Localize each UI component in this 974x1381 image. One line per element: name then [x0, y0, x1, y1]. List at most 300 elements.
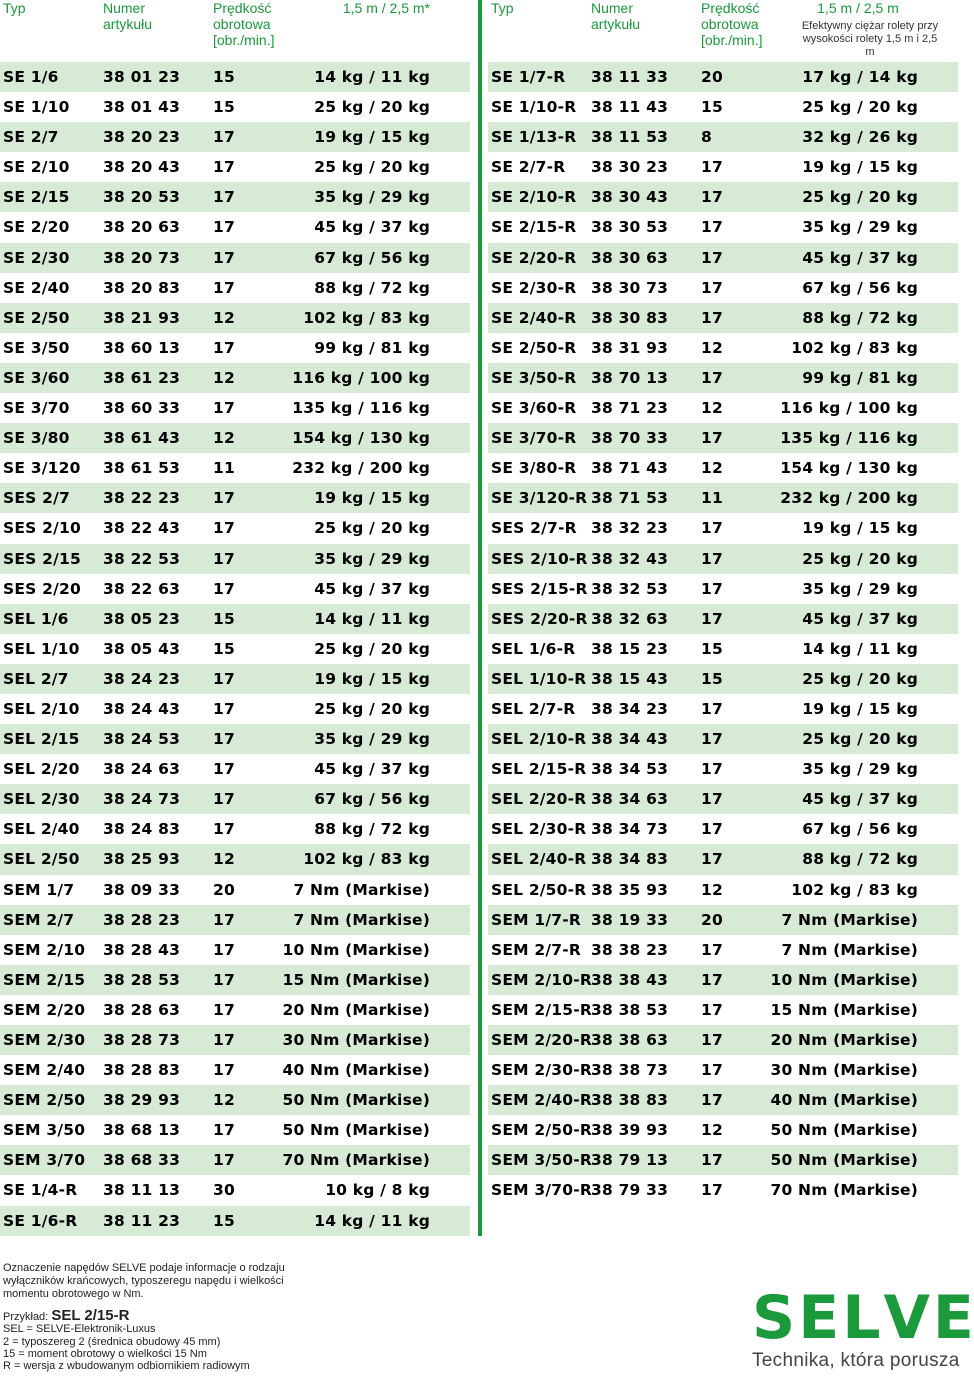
table-row: [0, 303, 470, 333]
cell-typ: SEL 2/10: [3, 699, 80, 718]
cell-numer: 38 71 43: [591, 459, 669, 478]
table-row: [0, 122, 470, 152]
cell-typ: SEM 2/15-R: [491, 1000, 592, 1019]
header-load-note: Efektywny ciężar rolety przy wysokości rolety 1,5 m i 2,5 m: [801, 20, 939, 58]
cell-load: 50 Nm (Markise): [282, 1121, 430, 1140]
cell-numer: 38 28 23: [103, 910, 181, 929]
cell-load: 135 kg / 116 kg: [292, 399, 430, 418]
cell-load: 102 kg / 83 kg: [303, 850, 430, 869]
table-row: [488, 62, 958, 92]
cell-predkosc: 17: [213, 549, 235, 568]
cell-load: 50 Nm (Markise): [770, 1151, 918, 1170]
cell-load: 7 Nm (Markise): [781, 910, 918, 929]
cell-numer: 38 20 43: [103, 158, 181, 177]
cell-typ: SEM 2/20: [3, 1000, 86, 1019]
cell-load: 20 Nm (Markise): [770, 1031, 918, 1049]
cell-load: 7 Nm (Markise): [293, 880, 430, 899]
cell-load: 14 kg / 11 kg: [314, 68, 430, 86]
table-row: [488, 1055, 958, 1085]
cell-typ: SEL 2/15: [3, 730, 80, 749]
cell-numer: 38 70 33: [591, 429, 669, 448]
cell-predkosc: 17: [701, 940, 723, 959]
cell-numer: 38 24 73: [103, 790, 181, 809]
cell-typ: SEL 2/7: [3, 669, 69, 688]
cell-load: 45 kg / 37 kg: [802, 609, 918, 628]
table-row: [488, 333, 958, 363]
table-row: [0, 212, 470, 242]
table-row: [0, 544, 470, 574]
cell-numer: 38 24 83: [103, 820, 181, 839]
left-table-rows: [0, 62, 470, 1236]
cell-load: 45 kg / 37 kg: [802, 248, 918, 267]
cell-numer: 38 68 33: [103, 1151, 181, 1170]
cell-load: 25 kg / 20 kg: [802, 188, 918, 207]
cell-numer: 38 28 73: [103, 1031, 181, 1049]
table-row: [0, 965, 470, 995]
cell-load: 19 kg / 15 kg: [314, 669, 430, 688]
cell-predkosc: 12: [213, 368, 235, 387]
cell-typ: SE 2/30-R: [491, 278, 577, 297]
cell-predkosc: 17: [701, 820, 723, 839]
cell-typ: SE 3/120: [3, 459, 81, 478]
cell-predkosc: 12: [701, 459, 723, 478]
cell-typ: SEM 2/7-R: [491, 940, 581, 959]
cell-numer: 38 79 13: [591, 1151, 669, 1170]
cell-numer: 38 30 43: [591, 188, 669, 207]
cell-predkosc: 12: [213, 850, 235, 869]
table-row: [0, 182, 470, 212]
cell-numer: 38 39 93: [591, 1121, 669, 1140]
table-row: [0, 453, 470, 483]
table-row: [0, 333, 470, 363]
cell-typ: SE 2/50: [3, 308, 70, 327]
cell-load: 67 kg / 56 kg: [802, 820, 918, 839]
footer-note: Oznaczenie napędów SELVE podaje informacje o rodzaju wyłączników krańcowych, typoszeregu napędu i wielkości momentu obrotowego w Nm.: [3, 1262, 285, 1300]
cell-numer: 38 25 93: [103, 850, 181, 869]
cell-load: 15 Nm (Markise): [282, 970, 430, 989]
cell-load: 35 kg / 29 kg: [314, 730, 430, 749]
cell-load: 19 kg / 15 kg: [314, 489, 430, 508]
cell-numer: 38 34 43: [591, 730, 669, 749]
cell-load: 10 kg / 8 kg: [325, 1181, 430, 1200]
cell-predkosc: 17: [701, 1091, 723, 1110]
cell-numer: 38 22 43: [103, 519, 181, 538]
cell-typ: SEM 3/70: [3, 1151, 86, 1170]
cell-load: 19 kg / 15 kg: [802, 158, 918, 177]
cell-predkosc: 15: [701, 98, 723, 117]
cell-load: 70 Nm (Markise): [770, 1181, 918, 1200]
cell-numer: 38 34 53: [591, 760, 669, 779]
cell-typ: SE 1/6-R: [3, 1211, 78, 1230]
table-row: [0, 1206, 470, 1236]
cell-typ: SE 3/80-R: [491, 459, 577, 478]
table-row: [0, 875, 470, 905]
cell-typ: SEL 2/10-R: [491, 730, 587, 749]
cell-typ: SEM 2/40-R: [491, 1091, 592, 1110]
cell-numer: 38 11 43: [591, 98, 669, 117]
cell-load: 17 kg / 14 kg: [802, 68, 918, 86]
table-row: [0, 1115, 470, 1145]
cell-typ: SEL 2/50-R: [491, 880, 587, 899]
cell-numer: 38 28 43: [103, 940, 181, 959]
cell-load: 232 kg / 200 kg: [292, 459, 430, 478]
cell-predkosc: 8: [701, 128, 712, 147]
table-row: [488, 1025, 958, 1055]
cell-predkosc: 12: [213, 308, 235, 327]
table-row: [488, 995, 958, 1025]
cell-predkosc: 17: [213, 519, 235, 538]
cell-numer: 38 71 23: [591, 399, 669, 418]
cell-numer: 38 20 83: [103, 278, 181, 297]
table-row: [488, 363, 958, 393]
cell-typ: SEL 2/20: [3, 760, 80, 779]
cell-predkosc: 15: [213, 68, 235, 86]
cell-typ: SEL 2/40-R: [491, 850, 587, 869]
cell-typ: SEL 1/6-R: [491, 639, 576, 658]
cell-predkosc: 17: [213, 188, 235, 207]
cell-numer: 38 61 53: [103, 459, 181, 478]
cell-predkosc: 17: [701, 1031, 723, 1049]
example-legend-line: 2 = typoszereg 2 (średnica obudowy 45 mm): [3, 1335, 221, 1348]
cell-numer: 38 11 23: [103, 1211, 181, 1230]
cell-predkosc: 17: [701, 308, 723, 327]
cell-numer: 38 20 53: [103, 188, 181, 207]
cell-predkosc: 17: [213, 1061, 235, 1080]
cell-typ: SE 3/80: [3, 429, 70, 448]
cell-load: 35 kg / 29 kg: [802, 218, 918, 237]
cell-predkosc: 17: [213, 338, 235, 357]
cell-load: 32 kg / 26 kg: [802, 128, 918, 147]
logo-wordmark: [752, 1283, 974, 1353]
header-predkosc: Prędkość obrotowa [obr./min.]: [213, 0, 275, 48]
cell-load: 116 kg / 100 kg: [780, 399, 918, 418]
cell-predkosc: 20: [213, 880, 235, 899]
cell-load: 35 kg / 29 kg: [314, 549, 430, 568]
left-table: [0, 0, 470, 1236]
cell-typ: SEM 2/10-R: [491, 970, 592, 989]
cell-load: 67 kg / 56 kg: [314, 790, 430, 809]
cell-predkosc: 17: [701, 188, 723, 207]
cell-numer: 38 05 23: [103, 609, 181, 628]
cell-numer: 38 79 33: [591, 1181, 669, 1200]
cell-numer: 38 35 93: [591, 880, 669, 899]
table-row: [0, 1145, 470, 1175]
table-row: [0, 905, 470, 935]
cell-numer: 38 28 63: [103, 1000, 181, 1019]
cell-numer: 38 32 43: [591, 549, 669, 568]
cell-typ: SES 2/15: [3, 549, 81, 568]
cell-predkosc: 17: [213, 158, 235, 177]
cell-typ: SE 2/20-R: [491, 248, 577, 267]
logo-letter: L: [842, 1283, 881, 1353]
table-row: [0, 604, 470, 634]
cell-load: 45 kg / 37 kg: [314, 218, 430, 237]
cell-predkosc: 17: [701, 699, 723, 718]
cell-typ: SEM 2/15: [3, 970, 86, 989]
cell-numer: 38 30 73: [591, 278, 669, 297]
example-legend-line: SEL = SELVE-Elektronik-Luxus: [3, 1323, 156, 1336]
cell-typ: SE 3/50-R: [491, 368, 577, 387]
cell-numer: 38 24 53: [103, 730, 181, 749]
cell-typ: SE 2/10: [3, 158, 70, 177]
table-row: [488, 243, 958, 273]
cell-typ: SEM 2/40: [3, 1061, 86, 1080]
cell-load: 25 kg / 20 kg: [314, 158, 430, 177]
example-block: [3, 1307, 323, 1373]
cell-predkosc: 17: [701, 549, 723, 568]
cell-predkosc: 20: [701, 68, 723, 86]
table-row: [488, 814, 958, 844]
cell-typ: SE 2/30: [3, 248, 70, 267]
table-row: [488, 724, 958, 754]
cell-typ: SEL 2/30: [3, 790, 80, 809]
table-row: [488, 303, 958, 333]
table-row: [488, 1115, 958, 1145]
cell-load: 19 kg / 15 kg: [314, 128, 430, 147]
table-row: [488, 604, 958, 634]
cell-predkosc: 15: [213, 98, 235, 117]
cell-numer: 38 38 83: [591, 1091, 669, 1110]
table-row: [0, 363, 470, 393]
cell-typ: SE 1/13-R: [491, 128, 577, 147]
table-row: [0, 1175, 470, 1205]
cell-predkosc: 12: [701, 399, 723, 418]
cell-numer: 38 34 83: [591, 850, 669, 869]
table-row: [488, 965, 958, 995]
cell-typ: SE 1/7-R: [491, 68, 566, 86]
cell-predkosc: 17: [213, 1000, 235, 1019]
cell-typ: SE 1/4-R: [3, 1181, 78, 1200]
cell-predkosc: 17: [701, 790, 723, 809]
cell-numer: 38 22 23: [103, 489, 181, 508]
cell-load: 25 kg / 20 kg: [314, 519, 430, 538]
cell-predkosc: 17: [213, 278, 235, 297]
cell-numer: 38 32 53: [591, 579, 669, 598]
cell-typ: SE 1/10-R: [491, 98, 577, 117]
cell-numer: 38 24 43: [103, 699, 181, 718]
cell-load: 30 Nm (Markise): [282, 1031, 430, 1049]
cell-load: 25 kg / 20 kg: [802, 549, 918, 568]
table-row: [0, 694, 470, 724]
cell-load: 14 kg / 11 kg: [314, 1211, 430, 1230]
table-row: [0, 513, 470, 543]
cell-load: 102 kg / 83 kg: [791, 338, 918, 357]
cell-numer: 38 30 53: [591, 218, 669, 237]
cell-numer: 38 32 23: [591, 519, 669, 538]
right-table-rows: [488, 62, 958, 1206]
cell-typ: SEL 2/30-R: [491, 820, 587, 839]
cell-numer: 38 30 83: [591, 308, 669, 327]
cell-numer: 38 38 43: [591, 970, 669, 989]
example-legend-line: R = wersja z wbudowanym odbiornikiem radiowym: [3, 1360, 250, 1373]
table-row: [0, 483, 470, 513]
cell-predkosc: 15: [213, 1211, 235, 1230]
cell-predkosc: 17: [701, 970, 723, 989]
cell-predkosc: 15: [213, 639, 235, 658]
cell-predkosc: 17: [213, 760, 235, 779]
column-divider: [478, 0, 482, 1236]
cell-load: 67 kg / 56 kg: [314, 248, 430, 267]
cell-load: 10 Nm (Markise): [282, 940, 430, 959]
cell-numer: 38 28 53: [103, 970, 181, 989]
cell-typ: SEL 2/50: [3, 850, 80, 869]
table-row: [488, 875, 958, 905]
table-row: [0, 423, 470, 453]
cell-load: 7 Nm (Markise): [781, 940, 918, 959]
cell-typ: SE 2/15: [3, 188, 70, 207]
cell-predkosc: 17: [213, 699, 235, 718]
cell-load: 70 Nm (Markise): [282, 1151, 430, 1170]
table-row: [488, 423, 958, 453]
header-typ: Typ: [3, 0, 26, 16]
cell-numer: 38 22 53: [103, 549, 181, 568]
cell-numer: 38 71 53: [591, 489, 669, 508]
table-row: [488, 1145, 958, 1175]
cell-predkosc: 17: [213, 489, 235, 508]
cell-typ: SEL 2/40: [3, 820, 80, 839]
cell-load: 232 kg / 200 kg: [780, 489, 918, 508]
table-row: [0, 273, 470, 303]
cell-typ: SEM 1/7-R: [491, 910, 581, 929]
cell-numer: 38 22 63: [103, 579, 181, 598]
table-row: [488, 483, 958, 513]
cell-numer: 38 24 23: [103, 669, 181, 688]
cell-load: 99 kg / 81 kg: [802, 368, 918, 387]
cell-typ: SEM 1/7: [3, 880, 75, 899]
cell-load: 25 kg / 20 kg: [314, 699, 430, 718]
logo-letter: E: [932, 1283, 974, 1353]
table-row: [488, 694, 958, 724]
cell-typ: SE 2/40-R: [491, 308, 577, 327]
cell-numer: 38 20 63: [103, 218, 181, 237]
cell-load: 30 Nm (Markise): [770, 1061, 918, 1080]
cell-load: 25 kg / 20 kg: [314, 98, 430, 117]
cell-predkosc: 30: [213, 1181, 235, 1200]
cell-load: 102 kg / 83 kg: [303, 308, 430, 327]
cell-load: 67 kg / 56 kg: [802, 278, 918, 297]
table-row: [0, 754, 470, 784]
cell-predkosc: 17: [213, 910, 235, 929]
cell-numer: 38 70 13: [591, 368, 669, 387]
cell-typ: SE 2/7-R: [491, 158, 566, 177]
cell-predkosc: 17: [701, 368, 723, 387]
cell-predkosc: 11: [701, 489, 723, 508]
right-table: [488, 0, 958, 1206]
cell-predkosc: 15: [701, 669, 723, 688]
cell-load: 35 kg / 29 kg: [802, 579, 918, 598]
cell-predkosc: 11: [213, 459, 235, 478]
cell-numer: 38 68 13: [103, 1121, 181, 1140]
cell-predkosc: 17: [213, 128, 235, 147]
cell-predkosc: 17: [701, 609, 723, 628]
cell-load: 14 kg / 11 kg: [802, 639, 918, 658]
cell-predkosc: 17: [213, 669, 235, 688]
table-row: [488, 784, 958, 814]
cell-numer: 38 38 73: [591, 1061, 669, 1080]
cell-predkosc: 17: [213, 790, 235, 809]
cell-predkosc: 20: [701, 910, 723, 929]
cell-numer: 38 34 73: [591, 820, 669, 839]
cell-predkosc: 17: [701, 850, 723, 869]
cell-typ: SES 2/7-R: [491, 519, 577, 538]
cell-typ: SEM 3/50-R: [491, 1151, 592, 1170]
cell-predkosc: 17: [701, 278, 723, 297]
cell-typ: SES 2/20-R: [491, 609, 588, 628]
table-row: [0, 574, 470, 604]
cell-load: 14 kg / 11 kg: [314, 609, 430, 628]
cell-numer: 38 11 53: [591, 128, 669, 147]
cell-load: 25 kg / 20 kg: [802, 730, 918, 749]
table-row: [488, 754, 958, 784]
header-numer: Numer artykułu: [591, 0, 641, 32]
cell-load: 7 Nm (Markise): [293, 910, 430, 929]
cell-typ: SEL 1/10-R: [491, 669, 587, 688]
cell-load: 135 kg / 116 kg: [780, 429, 918, 448]
cell-typ: SES 2/15-R: [491, 579, 588, 598]
cell-typ: SEL 2/20-R: [491, 790, 587, 809]
cell-predkosc: 15: [701, 639, 723, 658]
cell-typ: SE 2/7: [3, 128, 59, 147]
logo-letter: E: [798, 1283, 840, 1353]
cell-numer: 38 61 43: [103, 429, 181, 448]
cell-numer: 38 32 63: [591, 609, 669, 628]
table-row: [488, 574, 958, 604]
cell-typ: SE 3/60-R: [491, 399, 577, 418]
table-row: [488, 122, 958, 152]
table-row: [0, 784, 470, 814]
table-row: [0, 844, 470, 874]
cell-load: 35 kg / 29 kg: [802, 760, 918, 779]
table-row: [0, 1025, 470, 1055]
example-label: Przykład:: [3, 1311, 49, 1323]
cell-predkosc: 17: [213, 1121, 235, 1140]
table-row: [488, 544, 958, 574]
cell-predkosc: 17: [213, 730, 235, 749]
cell-load: 99 kg / 81 kg: [314, 338, 430, 357]
cell-load: 25 kg / 20 kg: [802, 669, 918, 688]
table-row: [0, 1055, 470, 1085]
header-load: 1,5 m / 2,5 m: [817, 0, 899, 16]
example-code: SEL 2/15-R: [51, 1307, 130, 1324]
logo-letter: S: [752, 1283, 796, 1353]
cell-load: 88 kg / 72 kg: [802, 308, 918, 327]
cell-typ: SEM 3/50: [3, 1121, 86, 1140]
logo-tagline: Technika, która porusza: [752, 1350, 960, 1371]
table-row: [0, 393, 470, 423]
cell-typ: SE 2/10-R: [491, 188, 577, 207]
cell-typ: SE 2/50-R: [491, 338, 577, 357]
cell-numer: 38 20 23: [103, 128, 181, 147]
cell-typ: SES 2/10: [3, 519, 81, 538]
cell-numer: 38 38 53: [591, 1000, 669, 1019]
cell-predkosc: 17: [213, 218, 235, 237]
cell-numer: 38 28 83: [103, 1061, 181, 1080]
cell-load: 50 Nm (Markise): [282, 1091, 430, 1110]
header-predkosc: Prędkość obrotowa [obr./min.]: [701, 0, 763, 48]
cell-load: 40 Nm (Markise): [282, 1061, 430, 1080]
cell-load: 45 kg / 37 kg: [802, 790, 918, 809]
table-row: [488, 1085, 958, 1115]
cell-typ: SEM 3/70-R: [491, 1181, 592, 1200]
table-row: [0, 724, 470, 754]
cell-numer: 38 34 63: [591, 790, 669, 809]
example-legend-line: 15 = moment obrotowy o wielkości 15 Nm: [3, 1347, 207, 1360]
cell-typ: SE 2/40: [3, 278, 70, 297]
cell-typ: SE 1/6: [3, 68, 59, 86]
cell-numer: 38 29 93: [103, 1091, 181, 1110]
table-row: [488, 634, 958, 664]
cell-load: 20 Nm (Markise): [282, 1000, 430, 1019]
